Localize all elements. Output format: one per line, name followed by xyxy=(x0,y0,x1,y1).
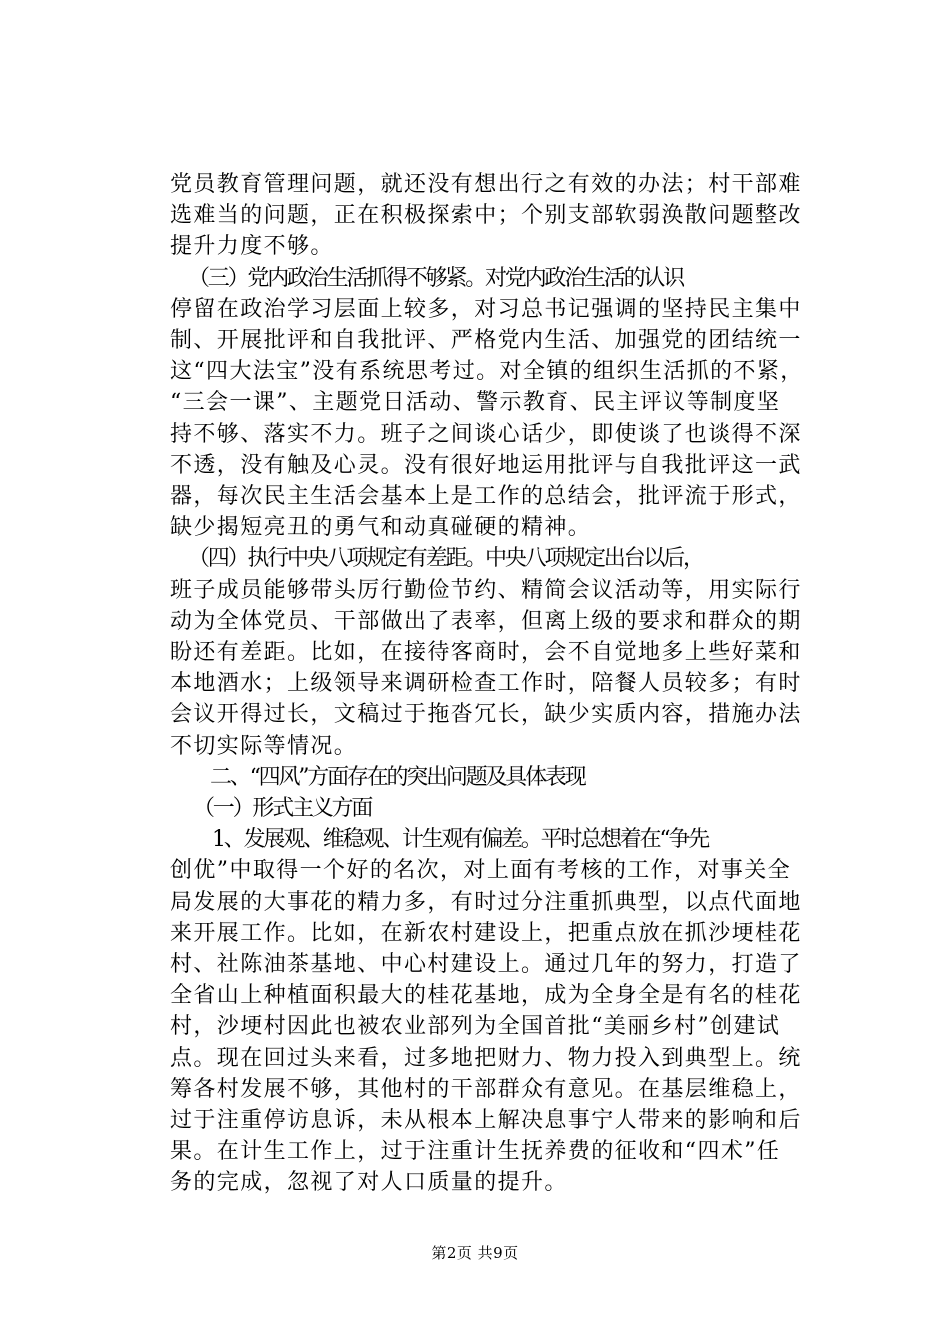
body-text-line: “三会一课”、主题党日活动、警示教育、民主评议等制度坚 xyxy=(170,390,781,416)
body-text-line: 过于注重停访息诉，未从根本上解决息事宁人带来的影响和后 xyxy=(170,1108,802,1133)
body-text-line: 持不够、落实不力。班子之间谈心话少，即使谈了也谈得不深 xyxy=(170,421,802,447)
body-text-line: 党员教育管理问题，就还没有想出行之有效的办法；村干部难 xyxy=(170,172,802,197)
body-text-line: 选难当的问题，正在积极探索中；个别支部软弱涣散问题整改 xyxy=(170,203,802,229)
body-text-line: 本地酒水；上级领导来调研检查工作时，陪餐人员较多；有时 xyxy=(170,671,802,697)
body-text-line: 点。现在回过头来看，过多地把财力、物力投入到典型上。统 xyxy=(170,1045,802,1071)
body-text-line: 不切实际等情况。 xyxy=(170,733,358,759)
body-text-line: 动为全体党员、干部做出了表率，但离上级的要求和群众的期 xyxy=(170,608,802,634)
body-text-line: 村，沙埂村因此也被农业部列为全国首批“美丽乡村”创建试 xyxy=(170,1014,781,1040)
body-text-line: 村、社陈油茶基地、中心村建设上。通过几年的努力，打造了 xyxy=(170,952,802,977)
body-text-line: 盼还有差距。比如，在接待客商时，会不自觉地多上些好菜和 xyxy=(170,640,802,665)
body-text-line: 不透，没有触及心灵。没有很好地运用批评与自我批评这一武 xyxy=(170,452,802,478)
body-text-line: 务的完成，忽视了对人口质量的提升。 xyxy=(170,1170,568,1196)
body-text-line: 创优”中取得一个好的名次，对上面有考核的工作，对事关全 xyxy=(170,858,792,884)
body-text-line: 器，每次民主生活会基本上是工作的总结会，批评流于形式， xyxy=(170,484,802,509)
subsection-heading-1: （一）形式主义方面 xyxy=(193,796,372,821)
body-text-line: 全省山上种植面积最大的桂花基地，成为全身全是有名的桂花 xyxy=(170,983,802,1009)
body-text-line: 班子成员能够带头厉行勤俭节约、精简会议活动等，用实际行 xyxy=(170,577,802,603)
body-text-line: 来开展工作。比如，在新农村建设上，把重点放在抓沙埂桂花 xyxy=(170,920,802,946)
body-text-line: 停留在政治学习层面上较多，对习总书记强调的坚持民主集中 xyxy=(170,296,802,322)
page-number-footer: 第2页 共9页 xyxy=(431,1244,519,1262)
body-text-line: 制、开展批评和自我批评、严格党内生活、加强党的团结统一 xyxy=(170,328,802,353)
body-text-line: 提升力度不够。 xyxy=(170,234,334,260)
body-text-line: 会议开得过长，文稿过于拖沓冗长，缺少实质内容，措施办法 xyxy=(170,702,802,728)
section-heading-4: （四）执行中央八项规定有差距。中央八项规定出台以后， xyxy=(188,546,703,572)
chapter-heading-2: 二、“四风”方面存在的突出问题及具体表现 xyxy=(210,764,585,790)
item-heading-1: 1、发展观、维稳观、计生观有偏差。平时总想着在“争先 xyxy=(212,827,709,853)
body-text-line: 局发展的大事花的精力多，有时过分注重抓典型，以点代面地 xyxy=(170,889,802,915)
body-text-line: 筹各村发展不够，其他村的干部群众有意见。在基层维稳上， xyxy=(170,1076,802,1102)
section-heading-3: （三）党内政治生活抓得不够紧。对党内政治生活的认识 xyxy=(188,265,684,291)
body-text-line: 缺少揭短亮丑的勇气和动真碰硬的精神。 xyxy=(170,515,592,541)
body-text-line: 果。在计生工作上，过于注重计生抚养费的征收和“四术”任 xyxy=(170,1139,781,1165)
body-text-line: 这“四大法宝”没有系统思考过。对全镇的组织生活抓的不紧， xyxy=(170,359,804,385)
